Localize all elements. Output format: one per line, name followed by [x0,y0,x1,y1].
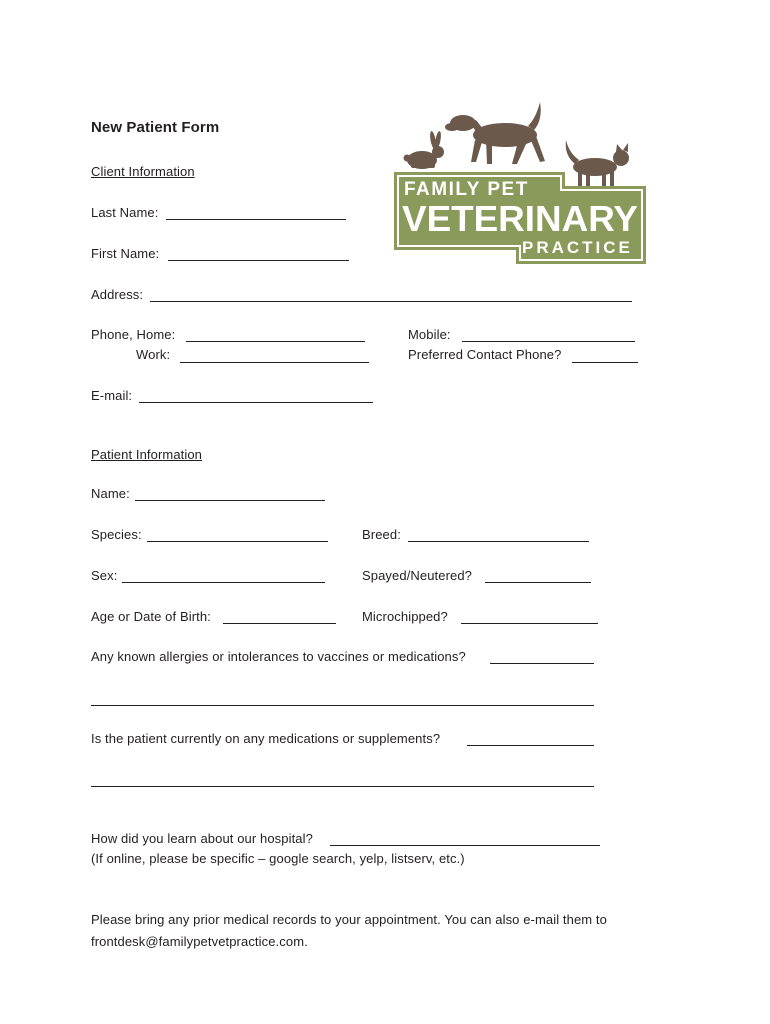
breed-label: Breed: [362,527,401,542]
address-label: Address: [91,287,144,302]
spayed-neutered-label: Spayed/Neutered? [362,568,473,583]
first-name-field[interactable] [168,244,349,261]
referral-note: (If online, please be specific – google search, yelp, listserv, etc.) [91,851,465,866]
logo-line3: PRACTICE [522,238,633,257]
patient-name-label: Name: [91,486,130,501]
allergies-question: Any known allergies or intolerances to vaccines or medications? [91,649,466,664]
work-phone-label: Work: [136,347,171,362]
rabbit-icon [404,131,445,169]
age-dob-label: Age or Date of Birth: [91,609,211,624]
first-name-label: First Name: [91,246,160,261]
age-dob-field[interactable] [223,607,336,624]
mobile-label: Mobile: [408,327,451,342]
client-section-heading: Client Information [91,164,195,179]
work-phone-field[interactable] [180,346,369,363]
referral-field[interactable] [330,829,600,846]
species-label: Species: [91,527,142,542]
microchipped-field[interactable] [461,607,598,624]
allergies-field[interactable] [490,647,594,664]
records-email: frontdesk@familypetvetpractice.com. [91,934,308,949]
species-field[interactable] [147,525,328,542]
patient-name-field[interactable] [135,484,325,501]
allergies-field-line-2[interactable] [91,689,594,706]
cat-icon [566,140,629,186]
email-label: E-mail: [91,388,133,403]
medications-field-line-2[interactable] [91,770,594,787]
records-instruction: Please bring any prior medical records to your appointment. You can also e-mail them to [91,912,607,927]
medications-question: Is the patient currently on any medications or supplements? [91,731,441,746]
preferred-phone-field[interactable] [572,346,638,363]
practice-logo [388,100,650,268]
mobile-field[interactable] [462,325,635,342]
logo-line1: FAMILY PET [404,179,529,200]
last-name-field[interactable] [166,203,346,220]
page-title: New Patient Form [91,119,220,136]
sex-label: Sex: [91,568,118,583]
patient-section-heading: Patient Information [91,447,203,462]
phone-home-field[interactable] [186,325,365,342]
breed-field[interactable] [408,525,589,542]
email-field[interactable] [139,386,373,403]
phone-home-label: Phone, Home: [91,327,176,342]
last-name-label: Last Name: [91,205,159,220]
sex-field[interactable] [122,566,325,583]
spayed-neutered-field[interactable] [485,566,591,583]
dog-icon [445,102,545,164]
address-field[interactable] [150,285,632,302]
logo-graphic [388,100,650,268]
logo-line2: VETERINARY [402,198,638,239]
preferred-phone-label: Preferred Contact Phone? [408,347,562,362]
medications-field[interactable] [467,729,594,746]
microchipped-label: Microchipped? [362,609,448,624]
referral-question: How did you learn about our hospital? [91,831,313,846]
